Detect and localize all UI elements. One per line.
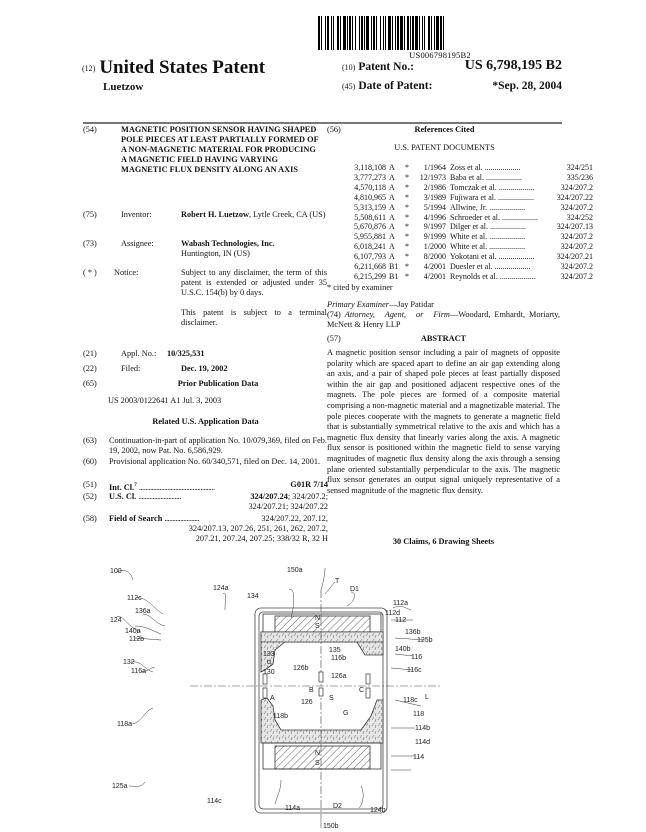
reference-star: * [405, 271, 409, 281]
examiner-name: —Jay Patidar [388, 300, 434, 309]
reference-class: 324/207.2 [560, 242, 593, 252]
assignee-name: Wabash Technologies, Inc. [181, 239, 275, 248]
label-126: 126 [301, 699, 313, 706]
reference-row [346, 262, 593, 272]
label-118: 118 [413, 711, 425, 718]
field-search-line2: 324/207.13, 207.26, 251, 261, 262, 207.2, [188, 524, 328, 533]
filed-label: Filed: [121, 364, 141, 373]
reference-date: 9/1999 [423, 232, 446, 242]
field-search-code: (58) [83, 514, 97, 523]
reference-star: * [405, 182, 409, 192]
us-cl-label-text: U.S. Cl. [109, 492, 137, 501]
reference-kind: A [389, 182, 395, 192]
reference-star: * [405, 252, 409, 262]
reference-name: Baba et al. .................. [450, 172, 522, 182]
label-112c: 112c [127, 595, 142, 602]
notice-text: Subject to any disclaimer, the term of this patent is extended or adjusted under 35 U.S.C. 154(b) by 0 days. [181, 268, 327, 297]
reference-row [346, 173, 593, 183]
reference-date: 3/1989 [423, 192, 446, 202]
int-cl-label-text: Int. Cl. [109, 482, 135, 492]
references-heading-row [327, 125, 562, 137]
reference-class: 324/207.2 [560, 202, 593, 212]
inventor-section [83, 210, 328, 232]
date-of-patent-row [342, 80, 562, 92]
prior-pub-code: (65) [83, 379, 97, 388]
label-124a: 124a [213, 585, 229, 592]
upper-pole-plate [261, 632, 383, 642]
label-124b: 124b [370, 807, 386, 814]
label-114b: 114b [415, 725, 431, 732]
abstract-heading: ABSTRACT [420, 334, 467, 343]
abstract-text: A magnetic position sensor including a pair of magnets of opposite polarity which are spaced apart to define an air gap extending along an axis, and a pair of shaped pole pieces at least partially disposed within the air gap and positioned adjacent respective ones of the magnets. The pole pieces are formed of a composite material comprising a non-magnetic material and a magnetizable material. The pole pieces cooperate with the magnets to generate a magnetic field that is substantially symmetrical relative to the axis and which has a magnetic flux density that linearly varies along the axis. A magnetic flux sensor is positioned within the magnetic field to sense varying magnitudes of magnetic flux density along the axis through a sensing plane oriented substantially perpendicular to the axis. The magnetic flux sensor generates an output signal uniquely representative of a sensed magnitude of the magnetic flux density. [327, 348, 560, 495]
field-search-dots: ...................... [164, 514, 200, 523]
label-114d: 114d [415, 739, 431, 746]
reference-name: Duesler et al. .................. [450, 262, 531, 272]
reference-number: 6,215,299 [354, 271, 386, 281]
label-150a: 150a [287, 567, 303, 574]
reference-row [346, 193, 593, 203]
reference-kind: A [389, 252, 395, 262]
reference-name: White et al. .................. [450, 232, 526, 242]
reference-class: 335/236 [566, 172, 593, 182]
label-118c: 118c [403, 697, 418, 704]
terminal-disclaimer-text: This patent is subject to a terminal disclaimer. [181, 308, 327, 327]
label-118a: 118a [117, 721, 133, 728]
reference-star: * [405, 202, 409, 212]
inventor-label: Inventor: [121, 210, 152, 219]
reference-name: Zoss et al. .................. [450, 163, 521, 172]
reference-number: 3,118,108 [354, 163, 386, 172]
us-cl-dots: ........................... [138, 492, 181, 501]
us-cl-value-bold: 324/207.24 [250, 492, 288, 501]
label-B: B [309, 687, 314, 694]
prior-pub-heading: Prior Publication Data [177, 379, 259, 388]
label-140b: 140b [395, 646, 411, 653]
label-150b: 150b [323, 823, 339, 830]
reference-class: 324/207.2 [560, 232, 593, 242]
field-search-line1: 324/207.22, 207.12, [261, 514, 328, 523]
label-116b: 116b [331, 655, 347, 662]
notice-section [83, 268, 328, 338]
int-cl-code: (51) [83, 480, 97, 489]
sensor-C-upper [366, 674, 370, 684]
label-134: 134 [247, 593, 259, 600]
reference-name: Dilger et al. .................. [450, 222, 526, 232]
reference-date: 1/2000 [423, 242, 446, 252]
reference-number: 5,670,876 [354, 222, 386, 232]
related-text-63: Continuation-in-part of application No. 10/079,369, filed on Feb. 19, 2002, now Pat. No. 6,586,929. [109, 436, 327, 455]
label-124: 124 [110, 617, 122, 624]
label-D1: D1 [350, 586, 359, 593]
label-112a: 112a [393, 600, 409, 607]
assignee-location: Huntington, IN (US) [181, 249, 250, 258]
label-118b: 118b [273, 713, 289, 720]
attorney-label: Attorney, Agent, or Firm [344, 310, 450, 319]
int-cl-dots: ................................................ [138, 482, 215, 492]
patent-figure [95, 560, 455, 830]
label-T: T [335, 578, 340, 585]
field-search-line3: 207.21, 207.24, 207.25; 338/32 R, 32 H [195, 534, 328, 543]
appl-no-code: (21) [83, 349, 97, 358]
primary-examiner [327, 300, 560, 310]
reference-date: 12/1973 [419, 172, 446, 182]
title-section [83, 125, 328, 215]
date-of-patent: *Sep. 28, 2004 [492, 80, 562, 92]
inventor-short: Luetzow [103, 81, 144, 93]
inventor-code: (75) [83, 210, 97, 219]
label-126b: 126b [293, 665, 309, 672]
reference-date: 5/1994 [423, 202, 446, 212]
abstract-code: (57) [327, 334, 341, 343]
int-cl-label [109, 480, 215, 493]
reference-number: 6,107,793 [354, 252, 386, 262]
us-cl-line2: 324/207.21; 324/207.22 [248, 502, 328, 511]
reference-star: * [405, 163, 409, 172]
appl-no-section [83, 349, 328, 361]
reference-name: Tomczak et al. .................. [450, 182, 535, 192]
label-A: A [270, 695, 275, 702]
reference-kind: B1 [389, 271, 399, 281]
label-100: 100 [110, 568, 122, 575]
int-cl-section [83, 480, 328, 492]
field-search-label-text: Field of Search [109, 514, 163, 523]
label-C: C [359, 687, 365, 694]
label-132: 132 [123, 659, 135, 666]
related-item-63 [83, 436, 328, 456]
doc-type-title: United States Patent [99, 57, 266, 78]
reference-row [346, 232, 593, 242]
label-140a: 140a [125, 628, 141, 635]
reference-class: 324/207.2 [560, 271, 593, 281]
reference-date: 4/1996 [423, 212, 446, 222]
reference-number: 5,313,159 [354, 202, 386, 212]
reference-number: 5,508,611 [354, 212, 386, 222]
reference-kind: A [389, 242, 395, 252]
label-116c: 116c [407, 667, 422, 674]
us-cl-value [250, 492, 328, 502]
reference-kind: A [389, 202, 395, 212]
reference-name: Allwine, Jr. .................. [450, 202, 526, 212]
reference-row [346, 242, 593, 252]
label-125b: 125b [417, 637, 433, 644]
label-116a: 116a [131, 668, 147, 675]
related-app-heading: Related U.S. Application Data [152, 417, 259, 426]
patent-number: US 6,798,195 B2 [464, 58, 562, 73]
claims-drawing-sheets: 30 Claims, 6 Drawing Sheets [392, 537, 495, 546]
reference-kind: A [389, 163, 395, 172]
label-125a: 125a [112, 783, 128, 790]
title-code: (54) [83, 125, 97, 134]
reference-row [346, 183, 593, 193]
reference-date: 2/1986 [423, 182, 446, 192]
reference-kind: B1 [389, 262, 399, 272]
label-114: 114 [413, 754, 425, 761]
reference-row [346, 222, 593, 232]
label-D2: D2 [333, 803, 342, 810]
notice-label: Notice: [114, 268, 139, 277]
reference-date: 1/1964 [423, 163, 446, 172]
label-N-upper: N [315, 615, 321, 622]
document-type [82, 57, 265, 79]
label-alpha: α [267, 659, 272, 666]
attorney-agent [327, 310, 560, 330]
label-116: 116 [411, 654, 423, 661]
int-cl-sup: 7 [134, 482, 137, 488]
reference-kind: A [389, 222, 395, 232]
lower-pole-piece-118 [261, 698, 383, 743]
field-of-search-section [83, 514, 328, 546]
attorney-code: (74) [327, 310, 341, 319]
date-code: (45) [342, 82, 356, 91]
reference-date: 9/1997 [423, 222, 446, 232]
label-S: S [329, 695, 334, 702]
inventor-value [181, 210, 331, 220]
barcode-text: US006798195B2 [409, 50, 471, 60]
appl-no-label: Appl. No.: [121, 349, 157, 358]
assignee-value [181, 239, 331, 259]
date-label: Date of Patent: [358, 80, 433, 92]
appl-no-value: 10/325,531 [167, 349, 205, 358]
reference-row [346, 203, 593, 213]
reference-name: Fujiwara et al. .................. [450, 192, 534, 202]
label-130: 130 [263, 669, 275, 676]
prior-pub-value: US 2003/0122641 A1 Jul. 3, 2003 [108, 396, 222, 405]
references-table-body [346, 163, 593, 282]
label-112: 112 [395, 617, 407, 624]
label-114c: 114c [207, 798, 222, 805]
reference-row [346, 213, 593, 223]
attorney-name: —Woodard, Emhardt, Moriarty, McNett & Henry LLP [327, 310, 560, 329]
reference-kind: A [389, 212, 395, 222]
abstract-heading-row [327, 334, 560, 346]
label-N-lower: N [315, 750, 321, 757]
label-133: 133 [263, 651, 275, 658]
references-table [346, 163, 593, 282]
reference-star: * [405, 222, 409, 232]
upper-magnet-112 [275, 616, 370, 632]
patent-no-code: (10) [342, 63, 356, 72]
sensor-A-lower [263, 688, 267, 698]
reference-number: 4,810,965 [354, 192, 386, 202]
label-136b: 136b [405, 629, 421, 636]
int-cl-value: G01R 7/14 [290, 480, 328, 489]
reference-class: 324/207.21 [556, 252, 593, 262]
reference-date: 4/2001 [423, 271, 446, 281]
reference-star: * [405, 172, 409, 182]
related-code-63: (63) [83, 436, 97, 445]
related-text-60: Provisional application No. 60/340,571, filed on Dec. 14, 2001. [109, 457, 321, 466]
reference-date: 8/2000 [423, 252, 446, 262]
inventor-name: Robert H. Luetzow [181, 210, 249, 219]
label-135: 135 [329, 647, 341, 654]
patent-no-label: Patent No.: [358, 61, 414, 73]
cited-by-examiner-note: * cited by examiner [327, 283, 393, 292]
examiner-label: Primary Examiner [327, 300, 389, 309]
filed-section [83, 364, 328, 376]
assignee-section [83, 239, 328, 261]
label-S-lower: S [315, 760, 320, 767]
label-136a: 136a [135, 608, 151, 615]
refs-code: (56) [327, 125, 341, 134]
sensor-C-lower [366, 688, 370, 698]
filed-code: (22) [83, 364, 97, 373]
label-126a: 126a [331, 673, 347, 680]
reference-row [346, 163, 593, 173]
reference-kind: A [389, 192, 395, 202]
field-search-label [109, 514, 199, 524]
label-G: G [343, 710, 349, 717]
barcode [318, 16, 562, 50]
reference-class: 324/251 [566, 163, 593, 172]
reference-kind: A [389, 232, 395, 242]
reference-star: * [405, 262, 409, 272]
sensor-B-lower [319, 688, 323, 696]
label-L: L [425, 694, 429, 701]
reference-star: * [405, 242, 409, 252]
assignee-label: Assignee: [121, 239, 154, 248]
references-heading: References Cited [414, 125, 475, 134]
reference-number: 3,777,273 [354, 172, 386, 182]
sensor-B-upper [319, 672, 323, 682]
us-patent-documents-heading: U.S. PATENT DOCUMENTS [394, 143, 495, 152]
related-item-60 [83, 457, 328, 477]
reference-number: 5,955,881 [354, 232, 386, 242]
reference-name: Reynolds et al. .................. [450, 271, 536, 281]
patent-number-row [342, 58, 562, 73]
related-code-60: (60) [83, 457, 97, 466]
reference-class: 324/207.2 [560, 262, 593, 272]
filed-value: Dec. 19, 2002 [181, 364, 228, 373]
us-cl-section [83, 492, 328, 514]
reference-name: White et al. .................. [450, 242, 526, 252]
lower-magnet-114 [275, 746, 370, 769]
patent-title: MAGNETIC POSITION SENSOR HAVING SHAPED POLE PIECES AT LEAST PARTIALLY FORMED OF A NON-MAGNETIC MATERIAL FOR PRODUCING A MAGNETIC FIELD HAVING VARYING MAGNETIC FLUX DENSITY ALONG AN AXIS [121, 125, 319, 174]
doc-type-code: (12) [82, 64, 96, 74]
reference-name: Yokotani et al. .................. [450, 252, 535, 262]
reference-number: 4,570,118 [354, 182, 386, 192]
reference-row [346, 252, 593, 262]
reference-star: * [405, 192, 409, 202]
reference-number: 6,018,241 [354, 242, 386, 252]
reference-class: 324/207.13 [556, 222, 593, 232]
label-114a: 114a [285, 805, 301, 812]
assignee-code: (73) [83, 239, 97, 248]
reference-star: * [405, 232, 409, 242]
reference-class: 324/207.22 [556, 192, 593, 202]
reference-date: 4/2001 [423, 262, 446, 272]
reference-kind: A [389, 172, 395, 182]
label-112b: 112b [129, 636, 145, 643]
reference-row [346, 272, 593, 282]
label-112d: 112d [385, 610, 401, 617]
us-cl-label [109, 492, 181, 502]
us-cl-value-rest: ; 324/207.2; [287, 492, 328, 501]
prior-pub-section [83, 379, 328, 391]
reference-star: * [405, 212, 409, 222]
barcode-bar [444, 16, 446, 50]
label-S-upper: S [315, 623, 320, 630]
reference-class: 324/207.2 [560, 182, 593, 192]
reference-name: Schroeder et al. .................. [450, 212, 538, 222]
inventor-location: , Lytle Creek, CA (US) [248, 210, 326, 219]
reference-number: 6,211,668 [354, 262, 386, 272]
reference-class: 324/252 [566, 212, 593, 222]
notice-code: ( * ) [83, 268, 97, 277]
header-divider [83, 122, 562, 124]
us-cl-code: (52) [83, 492, 97, 501]
